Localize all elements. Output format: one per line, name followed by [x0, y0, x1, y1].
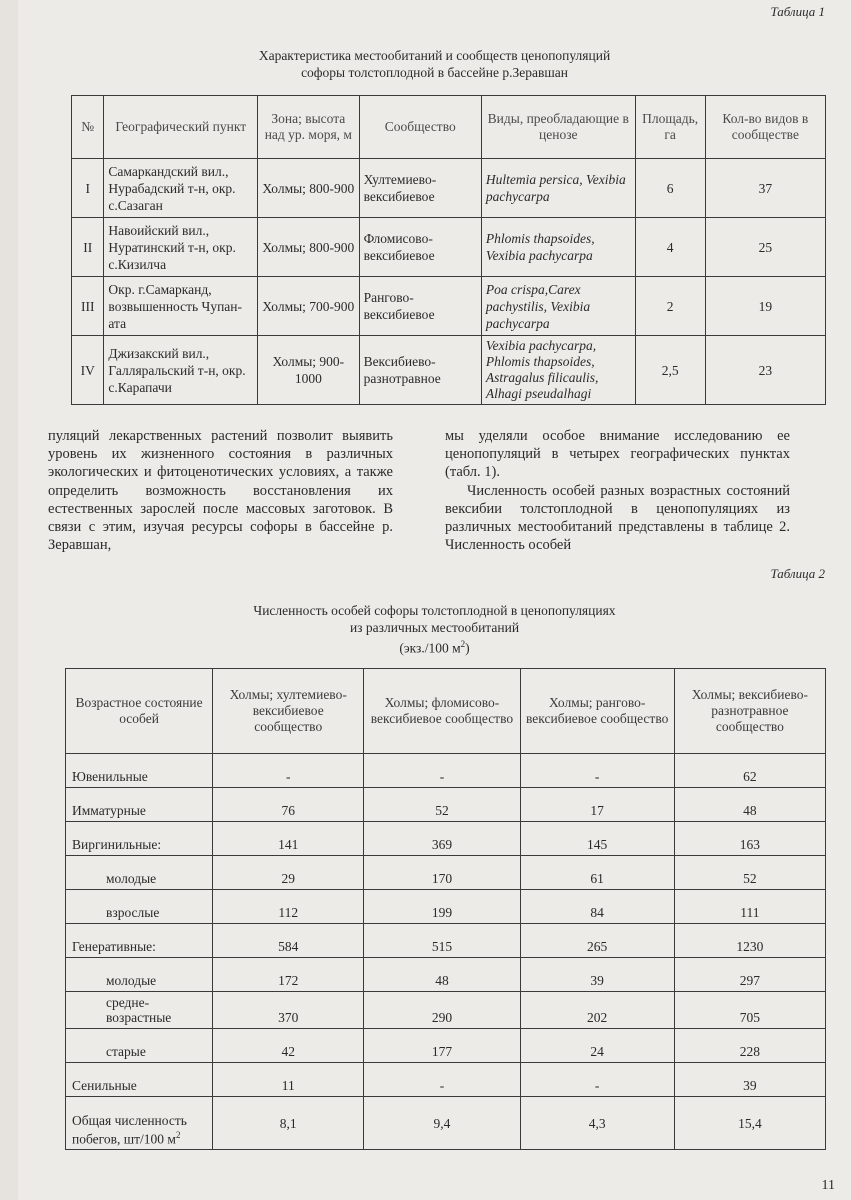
table1-header: Виды, преобладающие в ценозе: [481, 96, 635, 159]
cell-area: 2: [635, 277, 705, 336]
cell-value: 62: [674, 754, 825, 788]
table2-row: [66, 788, 826, 822]
row-label: [66, 1097, 213, 1150]
table2-row: [66, 1063, 826, 1097]
cell-num: II: [72, 218, 104, 277]
cell-value: 170: [364, 856, 520, 890]
table2-row: [66, 1029, 826, 1063]
cell-zone: Холмы; 800-900: [258, 218, 359, 277]
row-label: средне-возрастные: [66, 992, 213, 1029]
cell-value: 515: [364, 924, 520, 958]
cell-area: 6: [635, 159, 705, 218]
table1-header: Кол-во видов в сообществе: [705, 96, 825, 159]
cell-area: 2,5: [635, 336, 705, 405]
cell-species: Vexibia pachycarpa, Phlomis thapsoides, Astragalus filicaulis, Alhagi pseudalhagi: [481, 336, 635, 405]
cell-value: 141: [213, 822, 364, 856]
table1-row: [72, 159, 826, 218]
cell-place: Навоийский вил., Нуратинский т-н, окр. с.Кизилча: [104, 218, 258, 277]
cell-community: Рангово-вексибиевое: [359, 277, 481, 336]
table1-header: Зона; высота над ур. моря, м: [258, 96, 359, 159]
cell-place: Самаркандский вил., Нурабадский т-н, окр. с.Сазаган: [104, 159, 258, 218]
row-label: Сенильные: [66, 1063, 213, 1097]
table2-caption: [18, 602, 851, 657]
text-column-left: [48, 427, 393, 554]
cell-community: Вексибиево-разнотравное: [359, 336, 481, 405]
table2: [65, 668, 826, 1150]
table2-row: [66, 856, 826, 890]
table2-row: [66, 754, 826, 788]
cell-value: 8,1: [213, 1097, 364, 1150]
table2-row: [66, 822, 826, 856]
table1-title-line2: софоры толстоплодной в бассейне р.Зеравшан: [301, 65, 568, 80]
row-label: молодые: [66, 856, 213, 890]
row-label: Виргинильные:: [66, 822, 213, 856]
table2-header: Возрастное состояние особей: [66, 669, 213, 754]
cell-species: Poa crispa,Carex pachystilis, Vexibia pachycarpa: [481, 277, 635, 336]
cell-value: -: [520, 1063, 674, 1097]
total-label-sup: 2: [175, 1129, 181, 1140]
table2-row: [66, 924, 826, 958]
paragraph: мы уделяли особое внимание исследованию ее ценопопуляций в четырех географических пунктах (табл. 1).: [445, 428, 790, 481]
table1-header: №: [72, 96, 104, 159]
cell-value: 42: [213, 1029, 364, 1063]
cell-zone: Холмы; 800-900: [258, 159, 359, 218]
cell-value: 48: [364, 958, 520, 992]
cell-value: 29: [213, 856, 364, 890]
cell-value: 369: [364, 822, 520, 856]
row-label: Ювенильные: [66, 754, 213, 788]
cell-value: 24: [520, 1029, 674, 1063]
cell-value: 111: [674, 890, 825, 924]
table2-header: Холмы; фломисово-вексибиевое сообщество: [364, 669, 520, 754]
table1-row: [72, 218, 826, 277]
cell-value: 705: [674, 992, 825, 1029]
cell-value: -: [520, 754, 674, 788]
cell-num: IV: [72, 336, 104, 405]
cell-value: 52: [364, 788, 520, 822]
cell-place: Окр. г.Самарканд, возвышенность Чупан-ата: [104, 277, 258, 336]
units-sup: 2: [460, 639, 466, 649]
cell-species: Hultemia persica, Vexibia pachycarpa: [481, 159, 635, 218]
cell-value: 76: [213, 788, 364, 822]
cell-value: 112: [213, 890, 364, 924]
cell-value: 202: [520, 992, 674, 1029]
row-label: взрослые: [66, 890, 213, 924]
cell-area: 4: [635, 218, 705, 277]
cell-value: 17: [520, 788, 674, 822]
cell-value: 9,4: [364, 1097, 520, 1150]
cell-community: Хултемиево-вексибиевое: [359, 159, 481, 218]
table1-caption: [18, 47, 851, 81]
cell-value: -: [364, 1063, 520, 1097]
cell-count: 25: [705, 218, 825, 277]
cell-value: 584: [213, 924, 364, 958]
table1-header-row: [72, 96, 826, 159]
cell-value: 145: [520, 822, 674, 856]
table2-header: Холмы; вексибиево-разнотравное сообщество: [674, 669, 825, 754]
cell-count: 23: [705, 336, 825, 405]
table2-header: Холмы; хултемиево-вексибиевое сообщество: [213, 669, 364, 754]
table1: [71, 95, 826, 405]
cell-value: 15,4: [674, 1097, 825, 1150]
cell-value: 84: [520, 890, 674, 924]
table2-header: Холмы; рангово-вексибиевое сообщество: [520, 669, 674, 754]
text-column-right: [445, 427, 790, 554]
page-number: 11: [821, 1178, 835, 1193]
cell-value: -: [364, 754, 520, 788]
cell-value: 4,3: [520, 1097, 674, 1150]
table2-header-row: [66, 669, 826, 754]
cell-count: 19: [705, 277, 825, 336]
cell-species: Phlomis thapsoides, Vexibia pachycarpa: [481, 218, 635, 277]
table1-header: Сообщество: [359, 96, 481, 159]
cell-zone: Холмы; 900-1000: [258, 336, 359, 405]
cell-value: -: [213, 754, 364, 788]
cell-value: 48: [674, 788, 825, 822]
table2-units: [18, 636, 851, 657]
row-label: старые: [66, 1029, 213, 1063]
cell-value: 1230: [674, 924, 825, 958]
paragraph: пуляций лекарственных растений позволит выявить уровень их жизненного состояния в различных экологических и фитоценотических условиях, а также определить возможность восстановления их естественных зарослей после массовых заготовок. В связи с этим, изучая ресурсы софоры в бассейне р. Зеравшан,: [48, 428, 393, 554]
table1-row: [72, 336, 826, 405]
table2-total-row: [66, 1097, 826, 1150]
cell-value: 39: [674, 1063, 825, 1097]
cell-community: Фломисово-вексибиевое: [359, 218, 481, 277]
cell-value: 163: [674, 822, 825, 856]
table2-row: [66, 890, 826, 924]
row-label: Имматурные: [66, 788, 213, 822]
cell-num: I: [72, 159, 104, 218]
table1-row: [72, 277, 826, 336]
cell-value: 11: [213, 1063, 364, 1097]
cell-value: 265: [520, 924, 674, 958]
page: [18, 0, 851, 1200]
cell-value: 228: [674, 1029, 825, 1063]
total-label: Общая численность побегов, шт/100 м: [72, 1112, 187, 1146]
table1-label: Таблица 1: [770, 4, 825, 19]
cell-count: 37: [705, 159, 825, 218]
cell-value: 172: [213, 958, 364, 992]
row-label: молодые: [66, 958, 213, 992]
cell-zone: Холмы; 700-900: [258, 277, 359, 336]
table1-header: Площадь, га: [635, 96, 705, 159]
cell-value: 370: [213, 992, 364, 1029]
cell-value: 39: [520, 958, 674, 992]
cell-value: 290: [364, 992, 520, 1029]
cell-value: 177: [364, 1029, 520, 1063]
cell-value: 52: [674, 856, 825, 890]
table2-row: [66, 992, 826, 1029]
table1-title-line1: Характеристика местообитаний и сообществ ценопопуляций: [258, 48, 611, 63]
units-close: ): [465, 640, 470, 656]
paragraph: Численность особей разных возрастных состояний вексибии толстоплодной в ценопопуляциях из различных местообитаний представлены в таблице 2. Численность особей: [445, 482, 790, 554]
table2-row: [66, 958, 826, 992]
table2-label: Таблица 2: [770, 566, 825, 581]
cell-place: Джизакский вил., Галляральский т-н, окр. с.Карапачи: [104, 336, 258, 405]
units-text: (экз./100 м: [399, 640, 461, 656]
table1-header: Географический пункт: [104, 96, 258, 159]
cell-value: 61: [520, 856, 674, 890]
table2-title-line1: Численность особей софоры толстоплодной в ценопопуляциях: [253, 603, 616, 618]
cell-value: 297: [674, 958, 825, 992]
table2-title-line2: из различных местообитаний: [349, 620, 520, 635]
cell-value: 199: [364, 890, 520, 924]
cell-num: III: [72, 277, 104, 336]
row-label: Генеративные:: [66, 924, 213, 958]
